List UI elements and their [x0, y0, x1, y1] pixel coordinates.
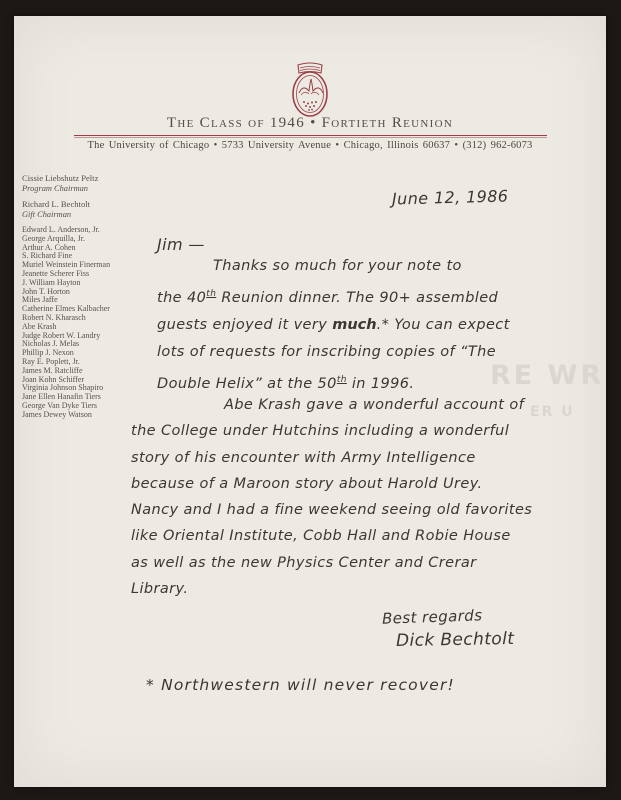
gift-chairman-block: [22, 200, 154, 219]
letter-postscript: * Northwestern will never recover!: [146, 676, 455, 694]
committee-member: James M. Ratcliffe: [22, 365, 83, 375]
letterhead-address: The University of Chicago • 5733 University Avenue • Chicago, Illinois 60637 • (312) 962-6073: [87, 140, 533, 151]
committee-member: Nicholas J. Melas: [22, 339, 80, 349]
committee-member: Virginia Johnson Shapiro: [22, 383, 104, 393]
hw-line: because of a Maroon story about Harold Urey.: [131, 475, 483, 492]
committee-member: Ray E. Poplett, Jr.: [22, 356, 80, 366]
committee-member: James Dewey Watson: [22, 409, 92, 419]
hw-line: Nancy and I had a fine weekend seeing old favorites: [131, 502, 533, 519]
committee-member: S. Richard Fine: [22, 251, 72, 261]
hw-text: Thanks so much for your note to: [213, 258, 462, 274]
committee-member: George Arquilla, Jr.: [22, 233, 85, 243]
committee-member: Muriel Weinstein Finerman: [22, 260, 111, 270]
hw-text: Reunion dinner. The 90+ assembled: [216, 289, 499, 306]
scan-watermark-fragment: ER U: [530, 404, 575, 420]
committee-sidebar: [22, 174, 154, 420]
letter-closing: Best regards: [381, 606, 483, 628]
committee-member: Catherine Elmes Kalbacher: [22, 304, 110, 314]
chairman-role: Program Chairman: [22, 183, 88, 193]
hw-superscript: th: [206, 288, 217, 299]
hw-text: Double Helix” at the 50: [157, 375, 337, 392]
university-seal-icon: [284, 61, 336, 119]
chairman-name: Richard L. Bechtolt: [22, 199, 91, 209]
committee-member: Jeanette Scherer Fiss: [22, 268, 90, 278]
committee-member: Jane Ellen Hanafin Tiers: [22, 392, 101, 402]
committee-member: George Van Dyke Tiers: [22, 400, 98, 410]
chairman-name: Cissie Liebshutz Peltz: [22, 173, 99, 183]
hw-emphasis: much: [332, 316, 377, 333]
hw-line: as well as the new Physics Center and Crerar: [131, 554, 477, 571]
committee-member: Robert N. Kharasch: [22, 312, 86, 322]
hw-line: Library.: [131, 581, 189, 598]
letter-paragraph-2: [131, 392, 532, 602]
hw-text: lots of requests for inscribing copies of “The: [157, 344, 497, 361]
committee-member: Edward L. Anderson, Jr.: [22, 225, 100, 234]
hw-text: the 40: [157, 289, 207, 306]
letter-date: June 12, 1986: [391, 186, 509, 209]
letter-signature: Dick Bechtolt: [395, 628, 515, 652]
committee-list: [22, 226, 154, 420]
letter-paragraph-1: [157, 253, 510, 398]
program-chairman-block: [22, 174, 154, 193]
hw-line: [157, 339, 510, 367]
committee-member: Miles Jaffe: [22, 295, 58, 305]
hw-line: story of his encounter with Army Intelligence: [131, 449, 476, 466]
hw-line: Abe Krash gave a wonderful account of: [224, 397, 525, 413]
hw-superscript: th: [336, 374, 347, 385]
committee-member: Judge Robert W. Landry: [22, 330, 101, 340]
committee-member: Phillip J. Nexon: [22, 348, 74, 358]
letter-paper: [14, 16, 606, 787]
hw-text: in 1996.: [346, 375, 415, 392]
hw-text: .* You can expect: [376, 316, 510, 333]
letterhead-rule: [74, 135, 547, 138]
hw-line: like Oriental Institute, Cobb Hall and Robie House: [131, 528, 511, 545]
hw-text: guests enjoyed it very: [157, 316, 333, 333]
hw-line: [157, 281, 510, 312]
committee-member: Abe Krash: [22, 321, 57, 331]
hw-line: the College under Hutchins including a wonderful: [131, 423, 510, 440]
chairman-role: Gift Chairman: [22, 209, 72, 219]
committee-member: Arthur A. Cohen: [22, 242, 76, 252]
committee-member: Joan Kohn Schiffer: [22, 374, 85, 384]
committee-member: J. William Hayton: [22, 277, 81, 287]
letterhead-title: The Class of 1946 • Fortieth Reunion: [166, 115, 454, 131]
hw-line: [157, 312, 510, 340]
scan-watermark-fragment: RE WR: [490, 360, 605, 391]
hw-line: [213, 253, 510, 281]
committee-member: John T. Horton: [22, 286, 70, 296]
letter-salutation: Jim —: [157, 235, 205, 254]
